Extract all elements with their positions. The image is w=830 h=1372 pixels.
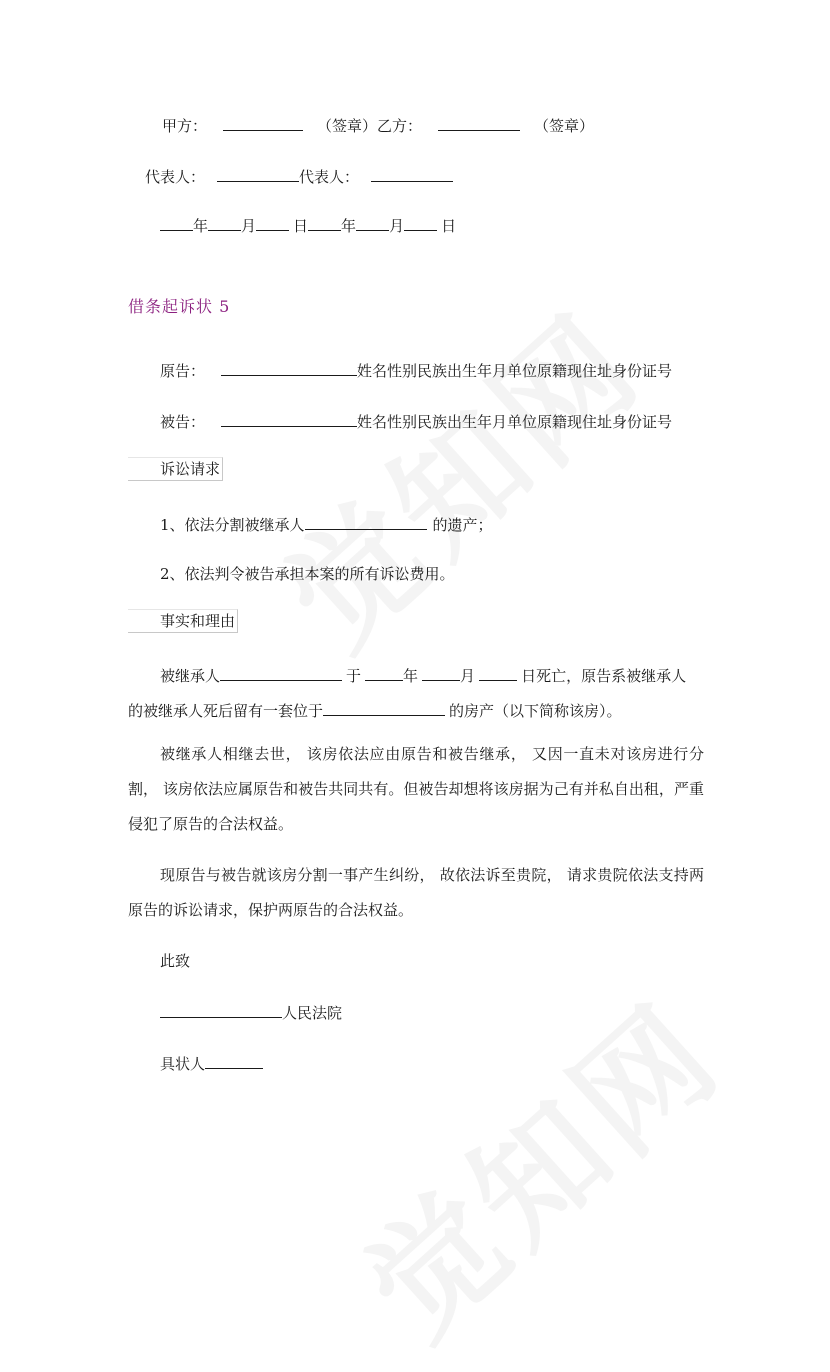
rep-label-2: 代表人：	[299, 168, 360, 186]
signer-label: 具状人	[160, 1055, 206, 1073]
plaintiff-info-fields: 姓名性别民族出生年月单位原籍现住址身份证号	[357, 362, 673, 380]
defendant-row	[160, 411, 672, 432]
p1-b: 于	[346, 667, 362, 685]
sign-label-1: （签章）乙方：	[317, 117, 423, 135]
month-label-2: 月	[389, 217, 405, 235]
p1-d: 月	[460, 667, 476, 685]
watermark	[241, 266, 674, 682]
party-a-label: 甲方：	[162, 117, 208, 135]
court-label: 人民法院	[282, 1004, 343, 1022]
claims-heading-text: 诉讼请求	[160, 460, 221, 478]
watermark-bottom	[321, 956, 754, 1372]
section-title: 借条起诉状 5	[128, 297, 231, 316]
court-row	[160, 1002, 342, 1023]
year-label-2: 年	[341, 217, 357, 235]
facts-paragraph-3	[128, 858, 704, 928]
claim-1-prefix: 1、依法分割被继承人	[160, 516, 305, 534]
signer-row	[160, 1053, 263, 1074]
day-label: 日	[293, 217, 309, 235]
date-row	[160, 215, 456, 236]
claims-heading	[128, 457, 223, 481]
p2-text: 被继承人相继去世， 该房依法应由原告和被告继承， 又因一直未对该房进行分割， 该房依法应属原告和被告共同共有。但被告却想将该房据为己有并私自出租，严重侵犯了原告的合法权益。	[128, 745, 704, 833]
sign-label-2: （签章）	[534, 117, 595, 135]
plaintiff-row	[160, 360, 672, 381]
p1-g: 的房产（以下简称该房）。	[449, 702, 622, 720]
plaintiff-label: 原告：	[160, 362, 206, 380]
claim-item-1	[160, 514, 493, 535]
facts-heading	[128, 609, 238, 633]
representative-row	[145, 166, 453, 187]
p1-e: 日死亡，原告系被继承人	[521, 667, 687, 685]
claim-item-2: 2、依法判令被告承担本案的所有诉讼费用。	[160, 565, 455, 583]
p1-f: 的被继承人死后留有一套位于	[128, 702, 324, 720]
p3-text: 现原告与被告就该房分割一事产生纠纷， 故依法诉至贵院， 请求贵院依法支持两原告的诉讼请求，保护两原告的合法权益。	[128, 866, 704, 919]
year-label: 年	[193, 217, 209, 235]
facts-paragraph-2	[128, 737, 704, 842]
rep-label-1: 代表人：	[145, 168, 206, 186]
day-label-2: 日	[441, 217, 457, 235]
month-label: 月	[241, 217, 257, 235]
p1-c: 年	[403, 667, 419, 685]
defendant-label: 被告：	[160, 413, 206, 431]
signature-row	[162, 115, 594, 136]
defendant-info-fields: 姓名性别民族出生年月单位原籍现住址身份证号	[357, 413, 673, 431]
salutation: 此致	[160, 952, 191, 970]
claim-1-suffix: 的遗产；	[432, 516, 493, 534]
p1-a: 被继承人	[160, 667, 221, 685]
facts-heading-text: 事实和理由	[160, 612, 236, 630]
facts-paragraph-1	[128, 659, 704, 729]
